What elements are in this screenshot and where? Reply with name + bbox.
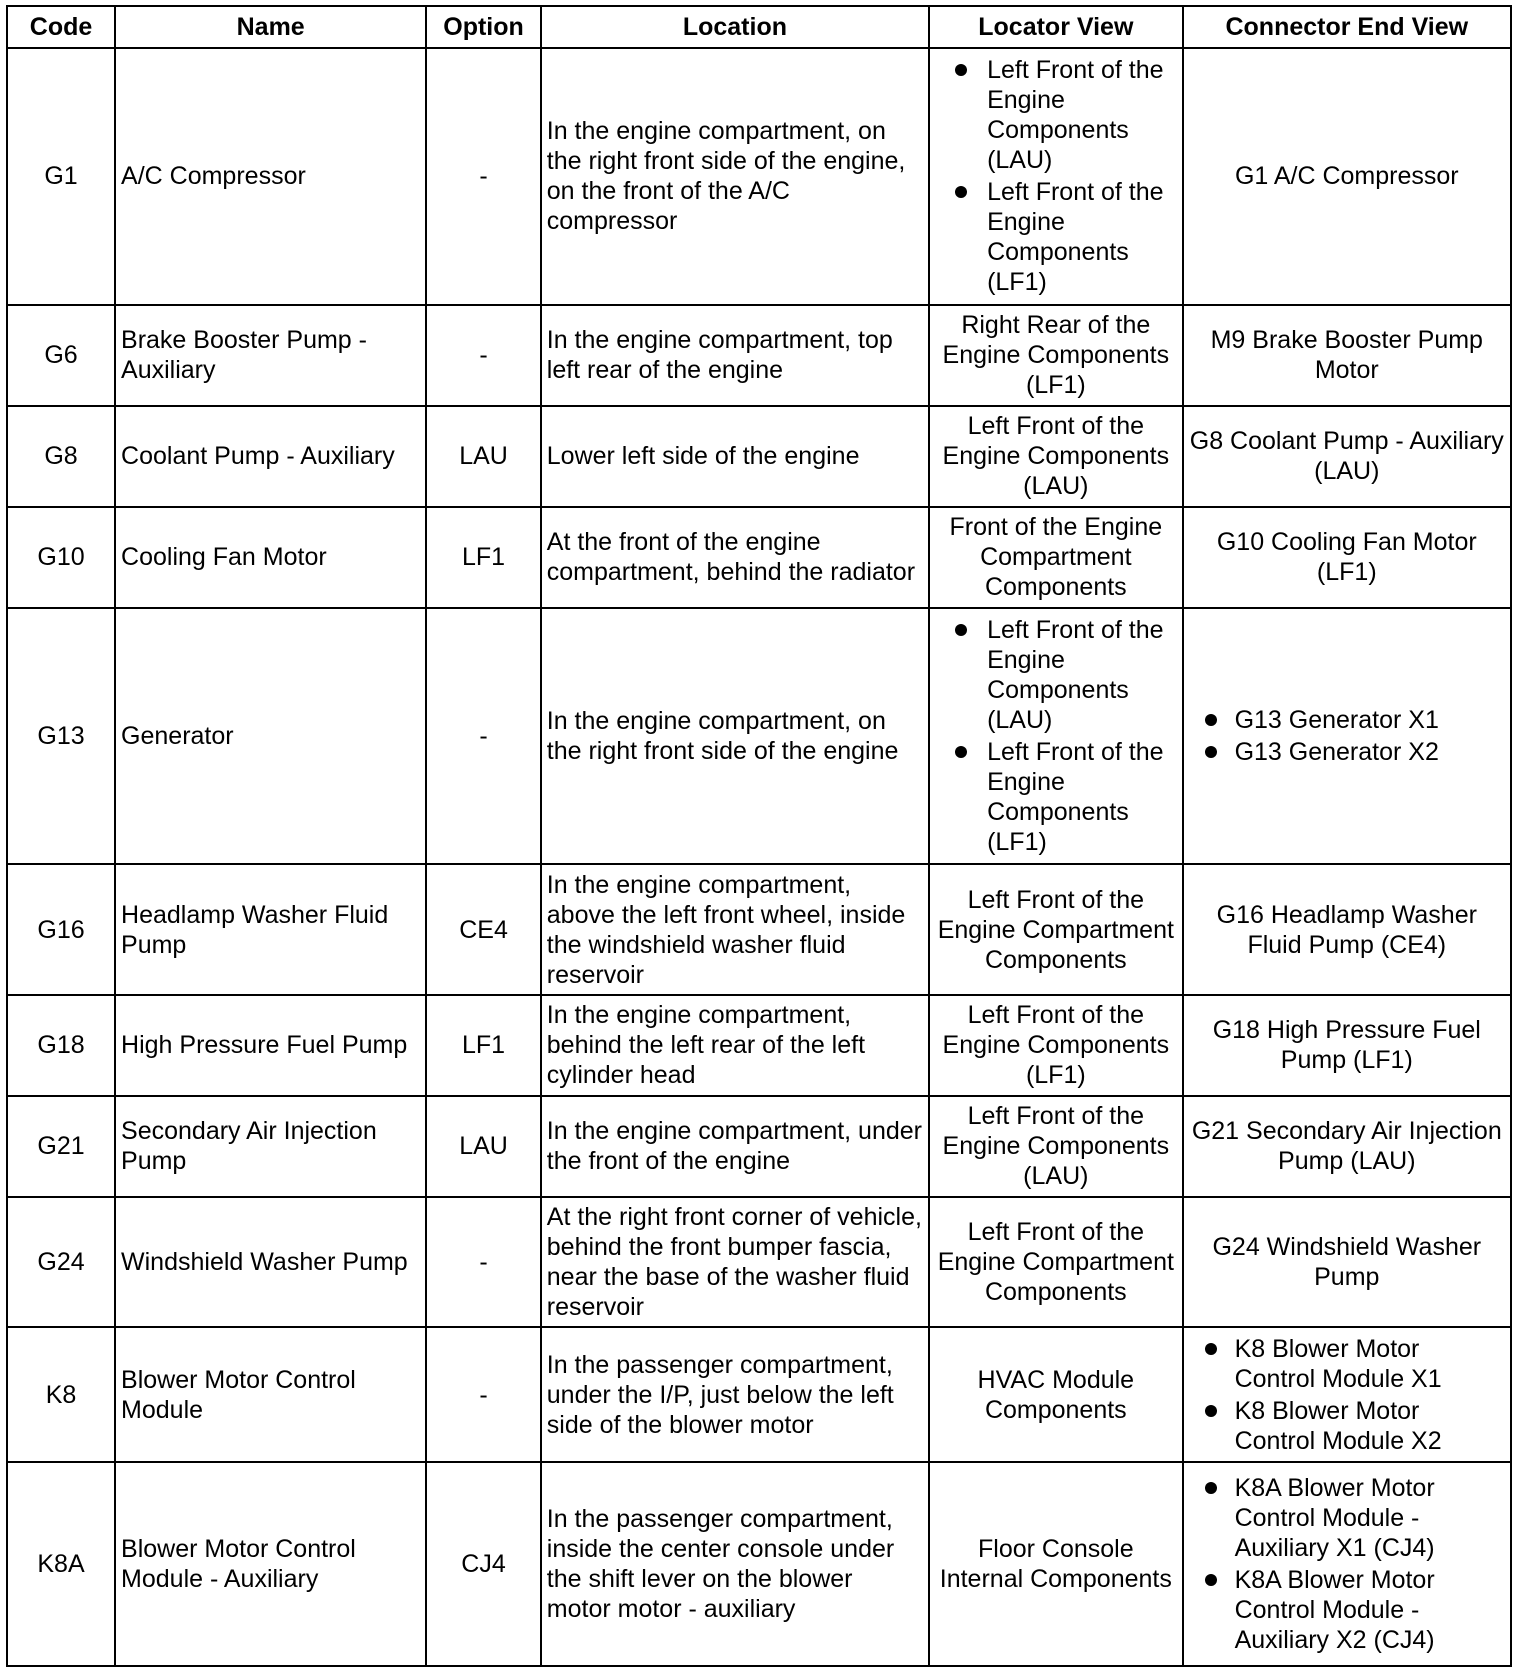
connector-end-view-link[interactable]: G21 Secondary Air Injection Pump (LAU): [1183, 1096, 1511, 1197]
connector-end-view-link[interactable]: G13 Generator X1: [1189, 705, 1505, 735]
code-cell: G21: [7, 1096, 115, 1197]
location-cell: In the engine compartment, behind the left rear of the left cylinder head: [541, 995, 929, 1096]
table-row: [7, 305, 1511, 406]
table-row: [7, 864, 1511, 994]
location-cell: In the engine compartment, under the front of the engine: [541, 1096, 929, 1197]
table-row: [7, 608, 1511, 865]
location-cell: At the right front corner of vehicle, behind the front bumper fascia, near the base of the washer fluid reservoir: [541, 1197, 929, 1327]
table-row: [7, 1197, 1511, 1327]
name-cell: High Pressure Fuel Pump: [115, 995, 426, 1096]
locator-view-list: [935, 615, 1177, 857]
connector-end-view-cell: [1183, 608, 1511, 865]
option-cell: -: [426, 1327, 540, 1462]
locator-view-link[interactable]: Floor Console Internal Components: [929, 1462, 1183, 1666]
locator-view-link[interactable]: Left Front of the Engine Compartment Components: [929, 1197, 1183, 1327]
option-cell: LAU: [426, 406, 540, 507]
table-row: [7, 995, 1511, 1096]
locator-view-link[interactable]: Left Front of the Engine Components (LF1): [929, 995, 1183, 1096]
table-row: [7, 1327, 1511, 1462]
header-code: Code: [7, 6, 115, 48]
name-cell: Headlamp Washer Fluid Pump: [115, 864, 426, 994]
name-cell: Generator: [115, 608, 426, 865]
connector-end-view-link[interactable]: M9 Brake Booster Pump Motor: [1183, 305, 1511, 406]
name-cell: Blower Motor Control Module: [115, 1327, 426, 1462]
locator-view-link[interactable]: Right Rear of the Engine Components (LF1): [929, 305, 1183, 406]
locator-view-link[interactable]: Left Front of the Engine Components (LAU): [929, 406, 1183, 507]
connector-end-view-list: [1189, 1473, 1505, 1655]
connector-end-view-cell: [1183, 1462, 1511, 1666]
name-cell: Secondary Air Injection Pump: [115, 1096, 426, 1197]
locator-view-link[interactable]: Left Front of the Engine Components (LF1): [935, 177, 1177, 297]
connector-end-view-list: [1189, 705, 1505, 767]
connector-end-view-link[interactable]: G16 Headlamp Washer Fluid Pump (CE4): [1183, 864, 1511, 994]
option-cell: LF1: [426, 995, 540, 1096]
code-cell: G6: [7, 305, 115, 406]
option-cell: -: [426, 305, 540, 406]
locator-view-link[interactable]: Left Front of the Engine Components (LAU): [929, 1096, 1183, 1197]
locator-view-link[interactable]: Front of the Engine Compartment Components: [929, 507, 1183, 608]
location-cell: In the engine compartment, top left rear of the engine: [541, 305, 929, 406]
code-cell: G13: [7, 608, 115, 865]
location-cell: In the passenger compartment, inside the center console under the shift lever on the blower motor motor - auxiliary: [541, 1462, 929, 1666]
option-cell: LF1: [426, 507, 540, 608]
location-cell: In the engine compartment, on the right front side of the engine: [541, 608, 929, 865]
header-locator-view: Locator View: [929, 6, 1183, 48]
header-option: Option: [426, 6, 540, 48]
code-cell: G18: [7, 995, 115, 1096]
option-cell: CJ4: [426, 1462, 540, 1666]
locator-view-link[interactable]: Left Front of the Engine Components (LAU): [935, 55, 1177, 175]
name-cell: Brake Booster Pump - Auxiliary: [115, 305, 426, 406]
option-cell: LAU: [426, 1096, 540, 1197]
name-cell: Blower Motor Control Module - Auxiliary: [115, 1462, 426, 1666]
connector-end-view-link[interactable]: G18 High Pressure Fuel Pump (LF1): [1183, 995, 1511, 1096]
header-connector-end-view: Connector End View: [1183, 6, 1511, 48]
option-cell: CE4: [426, 864, 540, 994]
locator-view-link[interactable]: Left Front of the Engine Components (LF1): [935, 737, 1177, 857]
connector-end-view-link[interactable]: K8 Blower Motor Control Module X2: [1189, 1396, 1505, 1456]
connector-end-view-link[interactable]: G24 Windshield Washer Pump: [1183, 1197, 1511, 1327]
locator-view-link[interactable]: Left Front of the Engine Components (LAU): [935, 615, 1177, 735]
code-cell: G16: [7, 864, 115, 994]
header-row: [7, 6, 1511, 48]
locator-view-link[interactable]: Left Front of the Engine Compartment Components: [929, 864, 1183, 994]
code-cell: G8: [7, 406, 115, 507]
location-cell: At the front of the engine compartment, behind the radiator: [541, 507, 929, 608]
component-locator-table: [6, 5, 1512, 1667]
locator-view-link[interactable]: HVAC Module Components: [929, 1327, 1183, 1462]
table-row: [7, 1096, 1511, 1197]
code-cell: G10: [7, 507, 115, 608]
option-cell: -: [426, 48, 540, 305]
location-cell: In the passenger compartment, under the I/P, just below the left side of the blower motor: [541, 1327, 929, 1462]
locator-view-cell: [929, 48, 1183, 305]
connector-end-view-link[interactable]: G10 Cooling Fan Motor (LF1): [1183, 507, 1511, 608]
location-cell: In the engine compartment, above the left front wheel, inside the windshield washer fluid reservoir: [541, 864, 929, 994]
name-cell: A/C Compressor: [115, 48, 426, 305]
connector-end-view-link[interactable]: G1 A/C Compressor: [1183, 48, 1511, 305]
table-row: [7, 48, 1511, 305]
connector-end-view-link[interactable]: K8 Blower Motor Control Module X1: [1189, 1334, 1505, 1394]
connector-end-view-cell: [1183, 1327, 1511, 1462]
table-row: [7, 1462, 1511, 1666]
name-cell: Cooling Fan Motor: [115, 507, 426, 608]
table-row: [7, 507, 1511, 608]
code-cell: G1: [7, 48, 115, 305]
connector-end-view-link[interactable]: G8 Coolant Pump - Auxiliary (LAU): [1183, 406, 1511, 507]
connector-end-view-link[interactable]: K8A Blower Motor Control Module - Auxiliary X1 (CJ4): [1189, 1473, 1505, 1563]
location-cell: Lower left side of the engine: [541, 406, 929, 507]
header-location: Location: [541, 6, 929, 48]
connector-end-view-link[interactable]: G13 Generator X2: [1189, 737, 1505, 767]
header-name: Name: [115, 6, 426, 48]
code-cell: K8: [7, 1327, 115, 1462]
name-cell: Windshield Washer Pump: [115, 1197, 426, 1327]
table-row: [7, 406, 1511, 507]
locator-view-cell: [929, 608, 1183, 865]
code-cell: G24: [7, 1197, 115, 1327]
name-cell: Coolant Pump - Auxiliary: [115, 406, 426, 507]
code-cell: K8A: [7, 1462, 115, 1666]
connector-end-view-link[interactable]: K8A Blower Motor Control Module - Auxiliary X2 (CJ4): [1189, 1565, 1505, 1655]
location-cell: In the engine compartment, on the right front side of the engine, on the front of the A/C compressor: [541, 48, 929, 305]
connector-end-view-list: [1189, 1334, 1505, 1456]
locator-view-list: [935, 55, 1177, 297]
option-cell: -: [426, 608, 540, 865]
option-cell: -: [426, 1197, 540, 1327]
